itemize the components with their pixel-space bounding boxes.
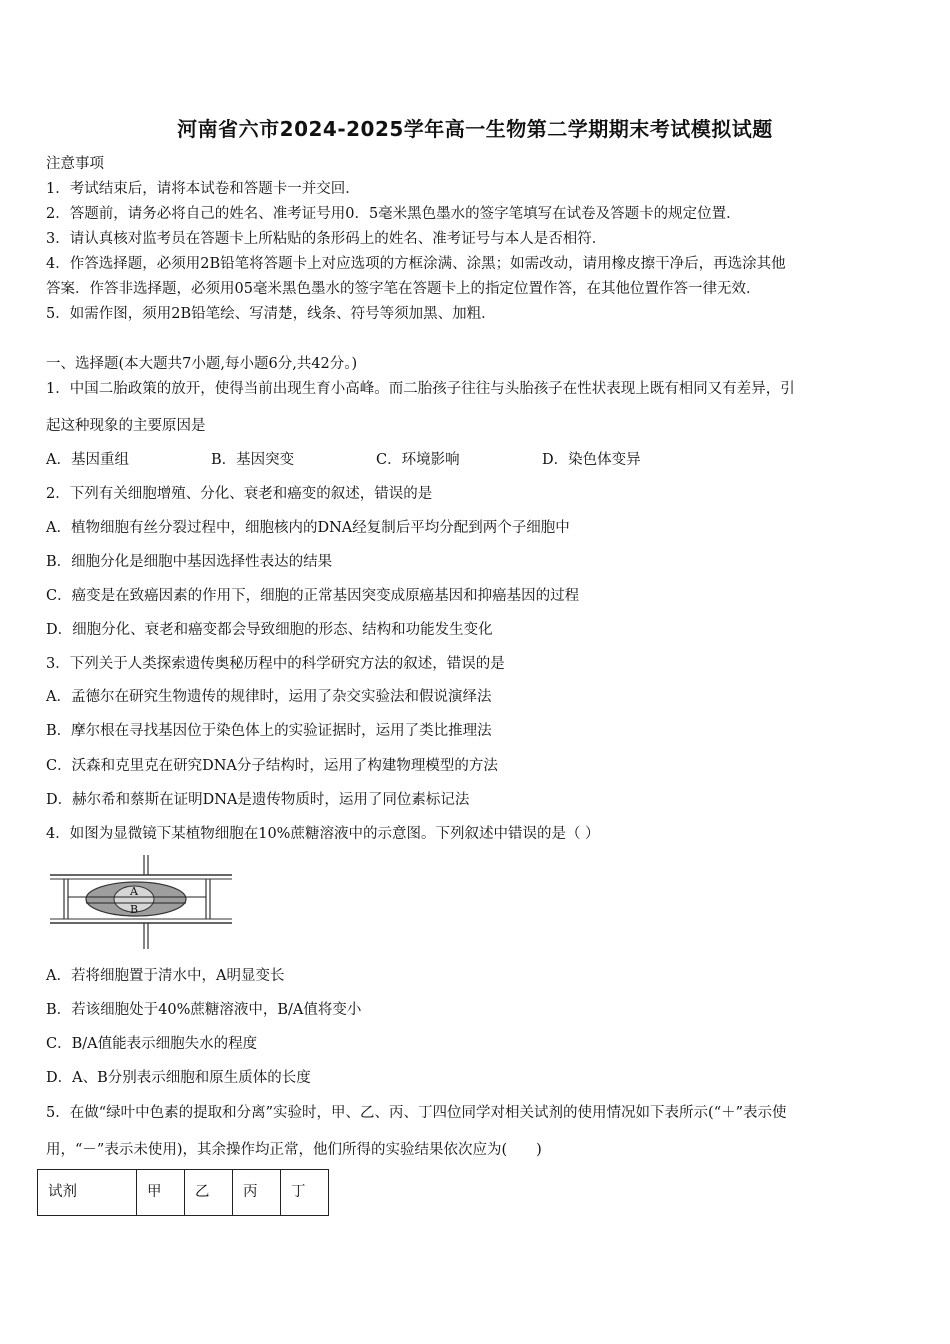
- q2-option-b: B．细胞分化是细胞中基因选择性表达的结果: [46, 554, 333, 570]
- table-row: [38, 1170, 329, 1216]
- q3-option-a: A．孟德尔在研究生物遗传的规律时，运用了杂交实验法和假说演绎法: [46, 689, 492, 705]
- table-header-yi: 乙: [185, 1170, 233, 1216]
- table-header-reagent: 试剂: [38, 1170, 137, 1216]
- q1-option-a: A．基因重组: [46, 452, 129, 468]
- notice-line-1: 1．考试结束后，请将本试卷和答题卡一并交回．: [46, 181, 360, 197]
- q1-stem-line-2: 起这种现象的主要原因是: [46, 418, 206, 434]
- q4-option-b: B．若该细胞处于40%蔗糖溶液中，B/A值将变小: [46, 1002, 362, 1018]
- q2-stem: 2．下列有关细胞增殖、分化、衰老和癌变的叙述，错误的是: [46, 486, 433, 502]
- plant-cell-figure: [46, 853, 232, 951]
- q3-option-d: D．赫尔希和蔡斯在证明DNA是遗传物质时，运用了同位素标记法: [46, 792, 470, 808]
- notice-line-6: 5．如需作图，须用2B铅笔绘、写清楚，线条、符号等须加黑、加粗．: [46, 306, 496, 322]
- q3-option-c: C．沃森和克里克在研究DNA分子结构时，运用了构建物理模型的方法: [46, 758, 498, 774]
- q2-option-a: A．植物细胞有丝分裂过程中，细胞核内的DNA经复制后平均分配到两个子细胞中: [46, 520, 570, 536]
- q1-option-c: C．环境影响: [376, 452, 460, 468]
- q2-option-d: D．细胞分化、衰老和癌变都会导致细胞的形态、结构和功能发生变化: [46, 622, 493, 638]
- notice-line-4: 4．作答选择题，必须用2B铅笔将答题卡上对应选项的方框涂满、涂黑；如需改动，请用橡皮擦干净后，再选涂其他: [46, 256, 786, 272]
- q1-option-d: D．染色体变异: [542, 452, 641, 468]
- q5-stem-line-1: 5．在做“绿叶中色素的提取和分离”实验时，甲、乙、丙、丁四位同学对相关试剂的使用情况如下表所示(“＋”表示使: [46, 1105, 787, 1121]
- q2-option-c: C．癌变是在致癌因素的作用下，细胞的正常基因突变成原癌基因和抑癌基因的过程: [46, 588, 580, 604]
- label-b: B: [130, 903, 139, 916]
- reagent-table: [37, 1169, 329, 1216]
- notice-line-2: 2．答题前，请务必将自己的姓名、准考证号用0．5毫米黑色墨水的签字笔填写在试卷及答题卡的规定位置．: [46, 206, 741, 222]
- q3-stem: 3．下列关于人类探索遗传奥秘历程中的科学研究方法的叙述，错误的是: [46, 656, 505, 672]
- table-header-bing: 丙: [233, 1170, 281, 1216]
- table-header-jia: 甲: [137, 1170, 185, 1216]
- notice-line-5: 答案．作答非选择题，必须用05毫米黑色墨水的签字笔在答题卡上的指定位置作答，在其他位置作答一律无效．: [46, 281, 761, 297]
- table-header-ding: 丁: [281, 1170, 329, 1216]
- section-heading: 一、选择题(本大题共7小题,每小题6分,共42分。): [46, 356, 358, 372]
- q4-option-a: A．若将细胞置于清水中，A明显变长: [46, 968, 285, 984]
- notice-line-3: 3．请认真核对监考员在答题卡上所粘贴的条形码上的姓名、准考证号与本人是否相符．: [46, 231, 607, 247]
- page-title: 河南省六市2024-2025学年高一生物第二学期期末考试模拟试题: [177, 117, 773, 141]
- q4-option-c: C．B/A值能表示细胞失水的程度: [46, 1036, 258, 1052]
- q5-stem-line-2: 用，“－”表示未使用)，其余操作均正常，他们所得的实验结果依次应为( ): [46, 1142, 542, 1158]
- q4-option-d: D．A、B分别表示细胞和原生质体的长度: [46, 1070, 311, 1086]
- q4-stem: 4．如图为显微镜下某植物细胞在10%蔗糖溶液中的示意图。下列叙述中错误的是（ ）: [46, 826, 600, 842]
- label-a: A: [130, 885, 138, 898]
- q1-option-b: B．基因突变: [211, 452, 295, 468]
- notice-heading: 注意事项: [46, 156, 104, 172]
- q1-stem-line-1: 1．中国二胎政策的放开，使得当前出现生育小高峰。而二胎孩子往往与头胎孩子在性状表现上既有相同又有差异，引: [46, 381, 795, 397]
- q3-option-b: B．摩尔根在寻找基因位于染色体上的实验证据时，运用了类比推理法: [46, 723, 492, 739]
